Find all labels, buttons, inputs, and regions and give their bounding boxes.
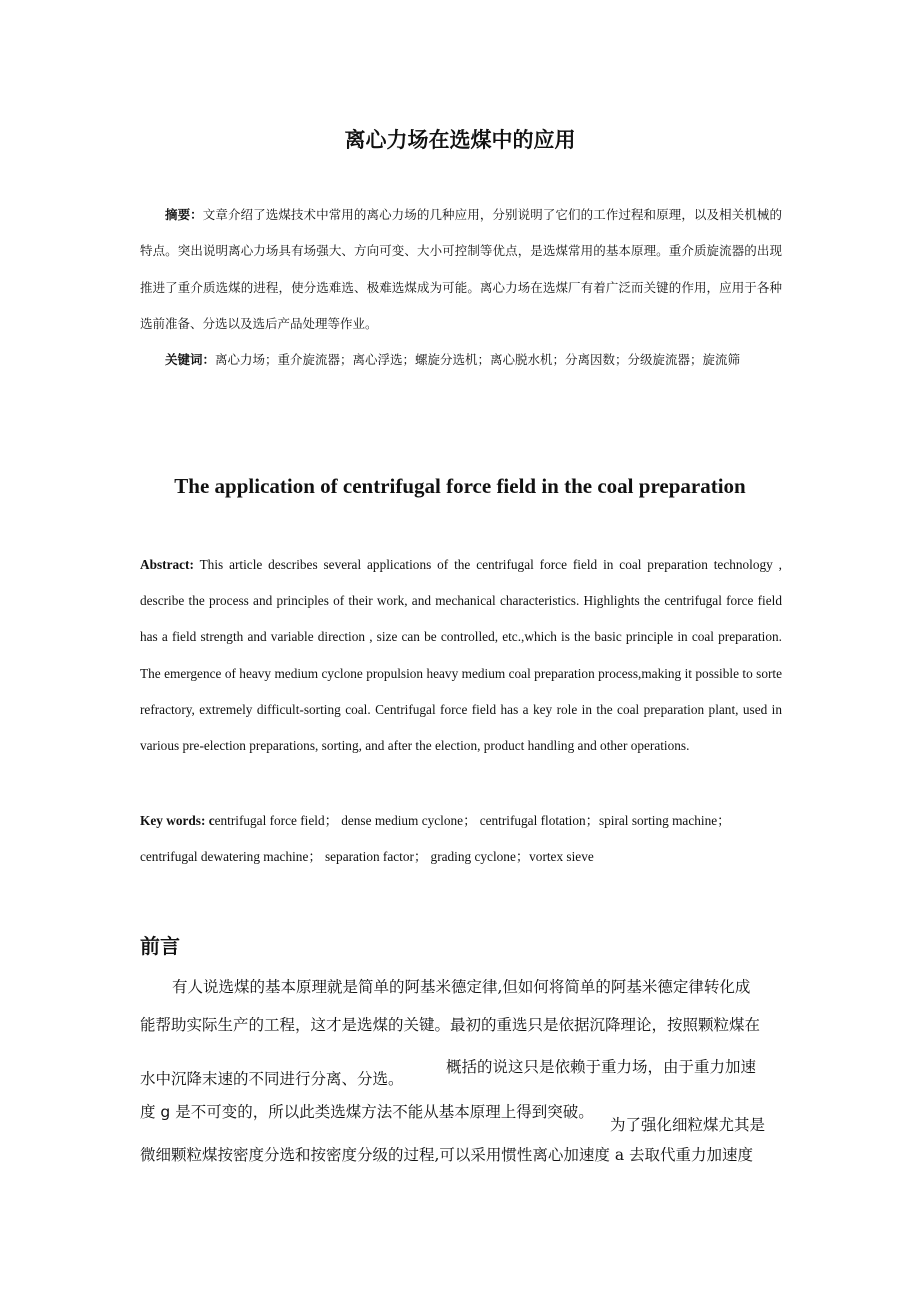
chinese-keywords-label: 关键词：: [165, 352, 216, 367]
english-abstract-label: Abstract:: [140, 557, 194, 572]
chinese-abstract-label: 摘要：: [165, 207, 203, 222]
english-keywords-label: Key words: c: [140, 813, 215, 828]
preface-heading: 前言: [140, 934, 180, 958]
chinese-abstract-text: 文章介绍了选煤技术中常用的离心力场的几种应用，分别说明了它们的工作过程和原理，以及相关机械的特点。突出说明离心力场具有场强大、方向可变、大小可控制等优点，是选煤常用的基本原理。重介质旋流器的出现推进了重介质选煤的进程，使分选难选、极难选煤成为可能。离心力场在选煤厂有着广泛而关键的作用，应用于各种选前准备、分选以及选后产品处理等作业。: [140, 207, 782, 331]
english-title: The application of centrifugal force field in the coal preparation: [174, 474, 746, 498]
preface-line-4a: 度 g 是不可变的，所以此类选煤方法不能从基本原理上得到突破。: [140, 1103, 594, 1121]
english-abstract-text: This article describes several applications of the centrifugal force field in coal preparation technology , describe the process and principles of their work, and mechanical characteristics. Highlights the centrifugal force field has a field strength and variable direction , size can be controlled, etc.,which is the basic principle in coal preparation. The emergence of heavy medium cyclone propulsion heavy medium coal preparation process,making it possible to sorte refractory, extremely difficult-sorting coal. Centrifugal force field has a key role in the coal preparation plant, used in various pre-election preparations, sorting, and after the election, product handling and other operations.: [140, 557, 782, 754]
chinese-abstract: [140, 197, 782, 342]
chinese-title: 离心力场在选煤中的应用: [344, 128, 576, 152]
preface-line-4b: 为了强化细粒煤尤其是: [610, 1116, 766, 1134]
preface-line-1: 有人说选煤的基本原理就是简单的阿基米德定律,但如何将简单的阿基米德定律转化成: [172, 978, 751, 996]
english-keywords-line-1: [140, 810, 730, 829]
english-keywords-line-2: centrifugal dewatering machine； separation factor； grading cyclone；vortex sieve: [140, 849, 594, 864]
preface-line-5: 微细颗粒煤按密度分选和按密度分级的过程,可以采用惯性离心加速度 a 去取代重力加速度: [140, 1146, 754, 1164]
preface-line-3a: 水中沉降末速的不同进行分离、分选。: [140, 1070, 404, 1088]
english-abstract: [140, 547, 782, 764]
preface-line-2: 能帮助实际生产的工程，这才是选煤的关键。最初的重选只是依据沉降理论，按照颗粒煤在: [140, 1016, 761, 1034]
english-keywords: [140, 810, 782, 870]
chinese-keywords: [140, 342, 782, 378]
english-keywords-text-1: entrifugal force field； dense medium cyclone； centrifugal flotation；spiral sorting machine；: [214, 813, 731, 828]
preface-line-3b: 概括的说这只是依赖于重力场，由于重力加速: [446, 1058, 757, 1076]
chinese-keywords-text: 离心力场；重介旋流器；离心浮选；螺旋分选机；离心脱水机；分离因数；分级旋流器；旋流筛: [215, 352, 741, 367]
